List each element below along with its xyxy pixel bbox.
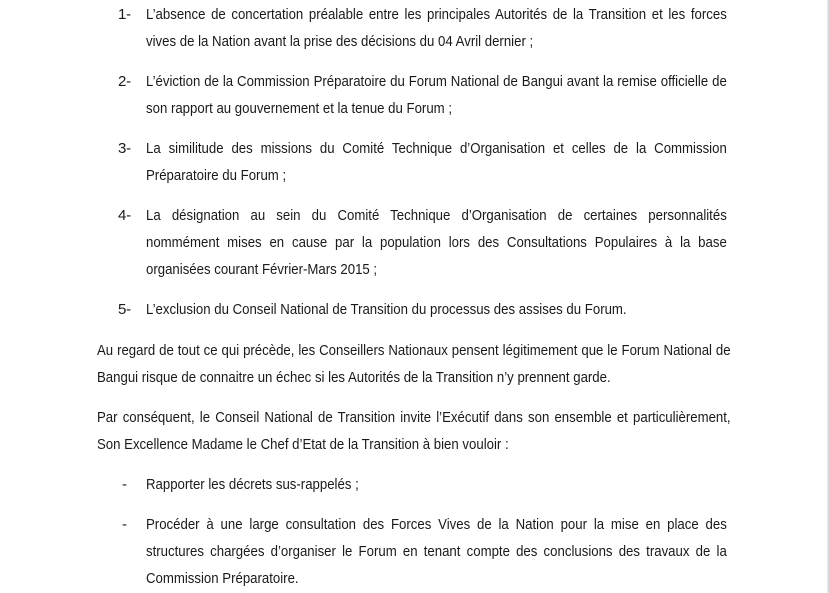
item-number: 1- xyxy=(118,6,131,23)
item-text: Rapporter les décrets sus-rappelés ; xyxy=(146,476,359,493)
item-number: 4- xyxy=(118,207,131,224)
item-text: La similitude des missions du Comité Technique d’Organisation et celles de la Commission Préparatoire du Forum ; xyxy=(146,140,727,184)
item-number: 2- xyxy=(118,73,131,90)
item-text: L’éviction de la Commission Préparatoire du Forum National de Bangui avant la remise officielle de son rapport au gouvernement et la tenue du Forum ; xyxy=(146,73,727,117)
item-number: 5- xyxy=(118,301,131,318)
item-text: La désignation au sein du Comité Technique d’Organisation de certaines personnalités nommément mises en cause par la population lors des Consultations Populaires à la base organisées courant Février-Mars 2015 ; xyxy=(146,207,727,278)
paragraph-invitation: Par conséquent, le Conseil National de Transition invite l’Exécutif dans son ensemble et particulièrement, Son Excellence Madame le Chef d’Etat de la Transition à bien vouloir : xyxy=(97,409,731,453)
item-text: Procéder à une large consultation des Forces Vives de la Nation pour la mise en place des structures chargées d’organiser le Forum en tenant compte des conclusions des travaux de la Commission Préparatoire. xyxy=(146,516,727,587)
dash-marker: - xyxy=(122,476,127,493)
dash-marker: - xyxy=(122,516,127,533)
item-text: L’absence de concertation préalable entre les principales Autorités de la Transition et les forces vives de la Nation avant la prise des décisions du 04 Avril dernier ; xyxy=(146,6,727,50)
item-number: 3- xyxy=(118,140,131,157)
item-text: L’exclusion du Conseil National de Transition du processus des assises du Forum. xyxy=(146,301,627,318)
paragraph-conclusion: Au regard de tout ce qui précède, les Conseillers Nationaux pensent légitimement que le Forum National de Bangui risque de connaitre un échec si les Autorités de la Transition n’y prennent garde. xyxy=(97,342,731,386)
